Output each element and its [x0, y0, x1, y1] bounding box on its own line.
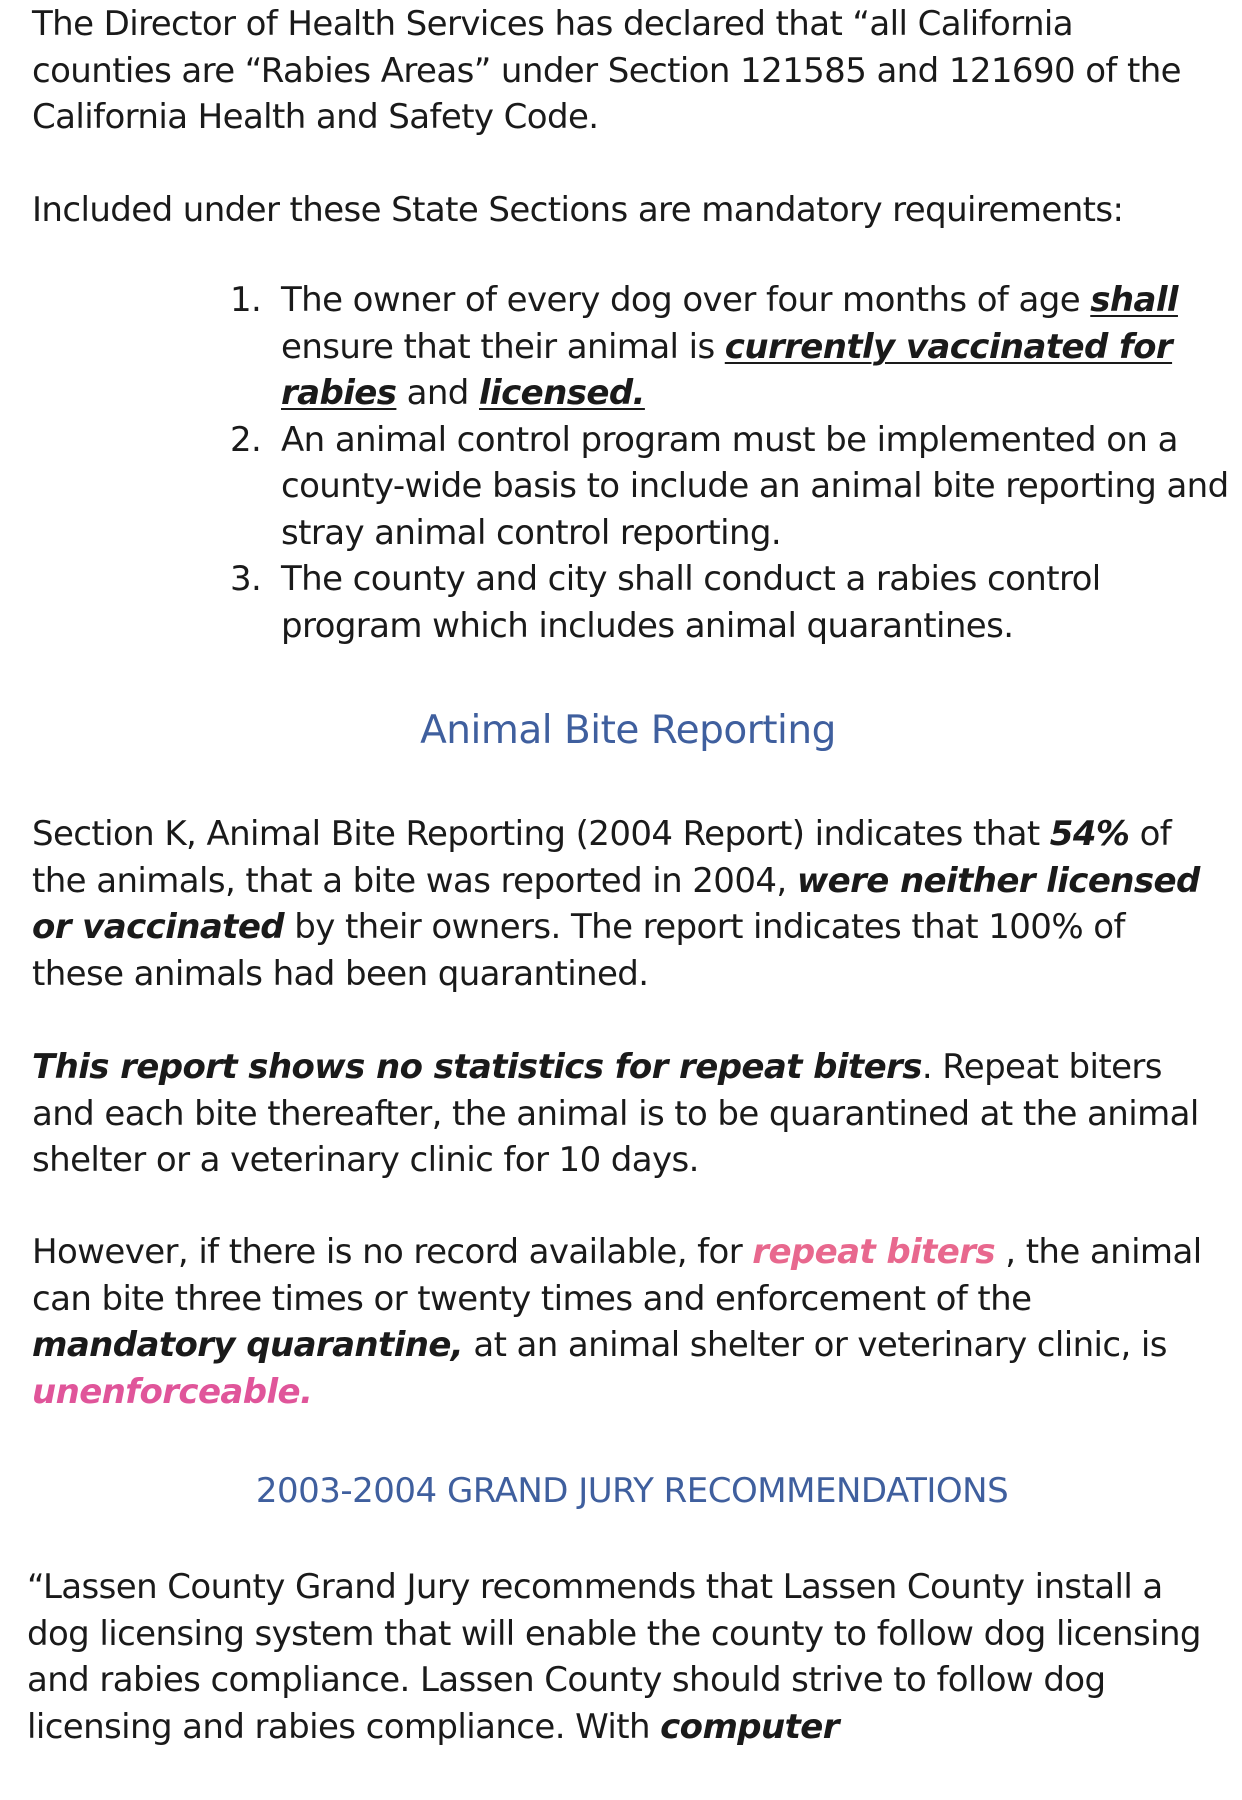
requirement-number: 2.	[230, 419, 262, 460]
requirement-text: The county and city shall conduct a rabies control program which includes animal quarantines.	[281, 559, 1101, 646]
requirement-text: An animal control program must be implemented on a county-wide basis to include an animal bite reporting and stray animal control reporting.	[281, 419, 1229, 553]
percent-emphasis: 54%	[1049, 814, 1130, 854]
requirement-number: 1.	[230, 280, 262, 320]
requirement-text: ensure that their animal is	[281, 326, 725, 367]
shall-emphasis: shall	[1090, 280, 1178, 320]
grand-jury-heading: 2003-2004 GRAND JURY RECOMMENDATIONS	[255, 1471, 1009, 1511]
requirement-text: and	[396, 373, 479, 413]
neither-emphasis: were neither licensed or vaccinated	[32, 860, 1200, 947]
requirements-list	[230, 277, 1230, 649]
however-paragraph	[32, 1229, 1222, 1415]
however-text: , the animal can bite three times or twenty times and enforcement of the	[32, 1232, 1202, 1319]
requirement-text: The owner of every dog over four months of age	[281, 280, 1091, 320]
requirement-number: 3.	[230, 559, 262, 599]
recommendation-paragraph	[27, 1564, 1217, 1750]
section-k-paragraph	[32, 811, 1222, 997]
vaccinated-emphasis: currently vaccinated for rabies	[281, 326, 1173, 413]
recommendation-text: “Lassen County Grand Jury recommends that Lassen County install a dog licensing system that will enable the county to follow dog licensing and rabies compliance. Lassen County should strive to follow dog licensing and rabies compliance. With	[27, 1567, 1201, 1747]
mandatory-quarantine-emphasis: mandatory quarantine,	[32, 1325, 464, 1365]
intro-paragraph	[32, 1, 1222, 141]
intro-text: The Director of Health Services has declared that “all California counties are “Rabies Areas” under Section 121585 and 121690 of the California Health and Safety Code.	[32, 4, 1181, 137]
requirement-item-3	[230, 556, 1230, 649]
unenforceable-emphasis: unenforceable.	[32, 1371, 313, 1412]
repeat-biters-paragraph	[32, 1044, 1222, 1184]
computer-emphasis: computer	[660, 1706, 839, 1747]
section-k-text: of the animals, that a bite was reported in 2004,	[32, 814, 1172, 901]
licensed-emphasis: licensed.	[479, 373, 645, 413]
repeat-biters-text: . Repeat biters and each bite thereafter, the animal is to be quarantined at the animal shelter or a veterinary clinic for 10 days.	[32, 1047, 1199, 1180]
however-text: However, if there is no record available, for	[32, 1232, 753, 1272]
animal-bite-heading: Animal Bite Reporting	[420, 708, 836, 753]
included-text: Included under these State Sections are mandatory requirements:	[32, 190, 1124, 230]
repeat-biters-emphasis: repeat biters	[752, 1232, 996, 1272]
section-k-text: Section K, Animal Bite Reporting (2004 Report) indicates that	[32, 814, 1050, 854]
section-k-text: by their owners. The report indicates that 100% of these animals had been quarantined.	[32, 907, 1125, 994]
requirement-item-1	[230, 277, 1230, 417]
no-statistics-emphasis: This report shows no statistics for repeat biters	[32, 1047, 922, 1087]
requirement-item-2	[230, 417, 1230, 557]
however-text: at an animal shelter or veterinary clinic, is	[463, 1325, 1167, 1365]
included-paragraph	[32, 187, 1222, 234]
